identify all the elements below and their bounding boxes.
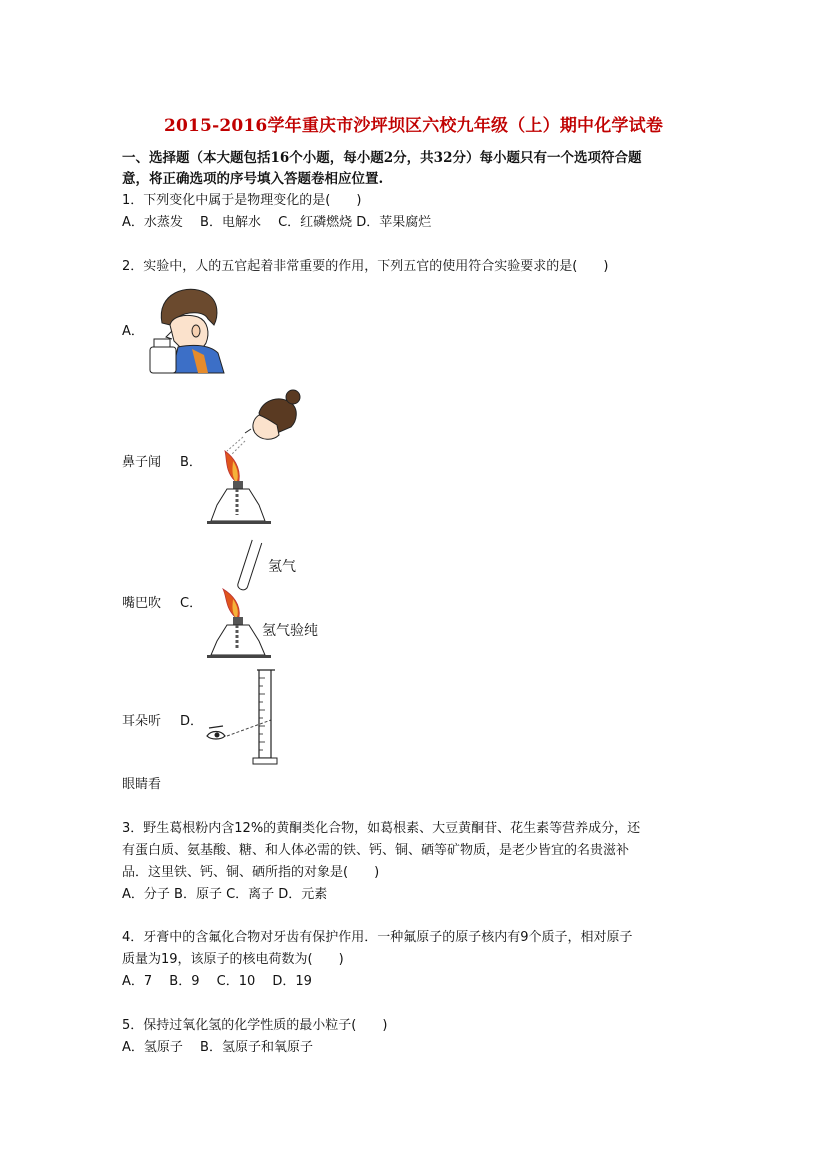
question-4-line2: 质量为19，该原子的核电荷数为( ): [122, 952, 344, 967]
section-heading-line1: 一、选择题（本大题包括16个小题，每小题2分，共32分）每小题只有一个选项符合题: [122, 150, 642, 166]
question-4-options: A．7 B．9 C．10 D．19: [122, 974, 312, 989]
question-2-option-b-label: B．: [180, 455, 202, 470]
question-2-option-d-prefix: 耳朵听: [122, 714, 162, 729]
question-2-option-c-prefix: 嘴巴吹: [122, 596, 162, 611]
page-title: 2015-2016学年重庆市沙坪坝区六校九年级（上）期中化学试卷: [163, 116, 664, 136]
question-2-option-a-label: A．: [122, 324, 144, 339]
question-5-options: A．氢原子 B．氢原子和氧原子: [122, 1040, 313, 1055]
question-5-stem: 5．保持过氧化氢的化学性质的最小粒子( ): [122, 1018, 388, 1033]
graduated-cylinder-reading-image: [205, 666, 285, 770]
boy-smelling-bottle-image: [148, 283, 226, 375]
hydrogen-purity-label: 氢气验纯: [262, 623, 318, 639]
hydrogen-tube-label: 氢气: [268, 559, 296, 575]
question-3-line3: 品．这里铁、钙、铜、硒所指的对象是( ): [122, 865, 380, 880]
question-2-option-d-suffix: 眼睛看: [122, 777, 162, 792]
question-1-options: A．水蒸发 B．电解水 C．红磷燃烧 D．苹果腐烂: [122, 215, 432, 230]
question-3-options: A．分子 B．原子 C．离子 D．元素: [122, 887, 328, 902]
section-heading-line2: 意，将正确选项的序号填入答题卷相应位置.: [122, 171, 384, 187]
question-3-line1: 3．野生葛根粉内含12%的黄酮类化合物，如葛根素、大豆黄酮苷、花生素等营养成分，还: [122, 821, 641, 836]
question-2-option-c-label: C．: [180, 596, 203, 611]
question-4-line1: 4．牙膏中的含氟化合物对牙齿有保护作用．一种氟原子的原子核内有9个质子，相对原子: [122, 930, 633, 945]
question-2-option-d-label: D．: [180, 714, 204, 729]
question-2-stem: 2．实验中，人的五官起着非常重要的作用，下列五官的使用符合实验要求的是( ): [122, 259, 609, 274]
question-2-option-b-prefix: 鼻子闻: [122, 455, 162, 470]
question-1-stem: 1．下列变化中属于是物理变化的是( ): [122, 193, 362, 208]
question-3-line2: 有蛋白质、氨基酸、糖、和人体必需的铁、钙、铜、硒等矿物质，是老少皆宜的名贵滋补: [122, 843, 630, 858]
girl-blowing-lamp-image: [207, 385, 302, 530]
